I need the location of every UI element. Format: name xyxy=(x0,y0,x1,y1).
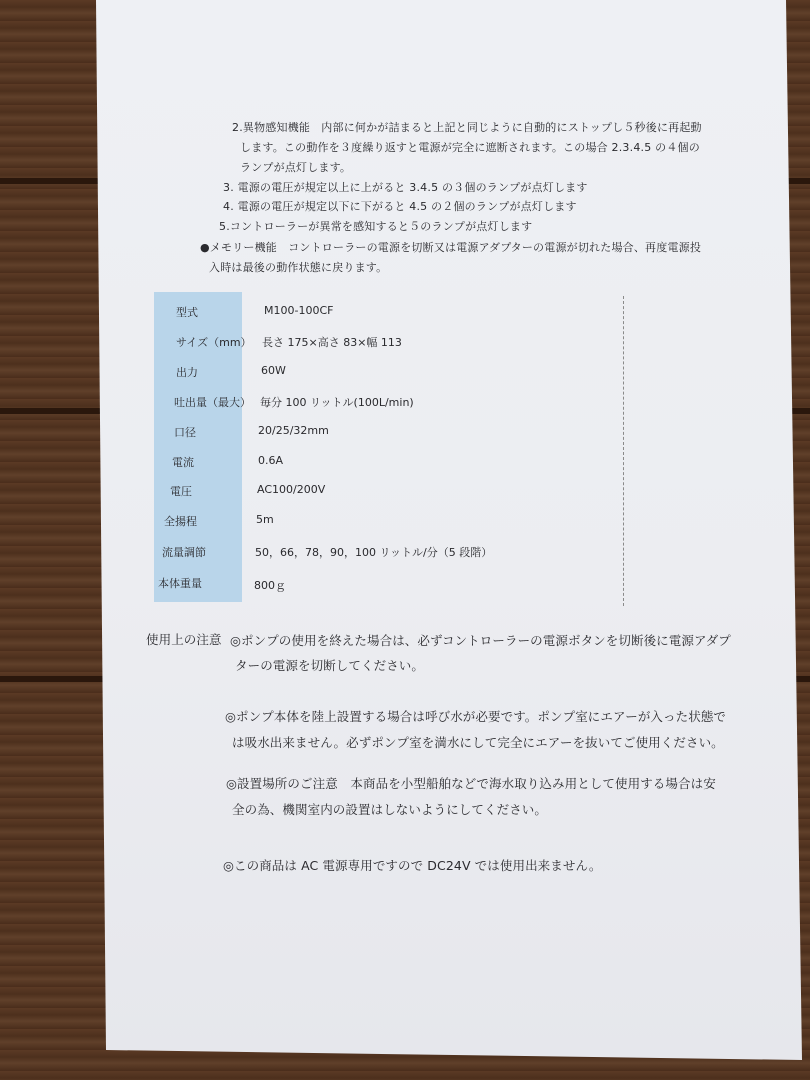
list-line-2: します。この動作を３度繰り返すと電源が完全に遮断されます。この場合 2.3.4.5 の４個の xyxy=(240,141,700,154)
spec-label-port-size: 口径 xyxy=(174,426,196,439)
note-2-line-2: は吸水出来ません。必ずポンプ室を満水にして完全にエアーを抜いてご使用ください。 xyxy=(232,735,724,750)
spec-value-flow-adjust: 50，66，78，90，100 リットル/分（5 段階） xyxy=(255,546,493,559)
list-line-1: 2.異物感知機能 内部に何かが詰まると上記と同じように自動的にストップし５秒後に再起動 xyxy=(232,121,702,134)
spec-label-output: 出力 xyxy=(176,366,198,379)
spec-value-voltage: AC100/200V xyxy=(257,483,326,496)
note-4-line-1: ◎この商品は AC 電源専用ですので DC24V では使用出来ません。 xyxy=(223,858,602,873)
list-line-3: ランプが点灯します。 xyxy=(240,161,352,174)
note-1-line-1: ◎ポンプの使用を終えた場合は、必ずコントローラーの電源ボタンを切断後に電源アダプ xyxy=(230,633,731,648)
spec-value-current: 0.6A xyxy=(258,454,284,467)
spec-label-weight: 本体重量 xyxy=(158,577,202,590)
spec-label-flow-adjust: 流量調節 xyxy=(162,546,206,559)
spec-value-total-head: 5m xyxy=(256,513,274,526)
spec-label-size: サイズ（mm） xyxy=(176,336,252,349)
note-1-line-2: ターの電源を切断してください。 xyxy=(235,658,425,673)
spec-value-weight: 800ｇ xyxy=(254,579,286,592)
list-line-5: 4. 電源の電圧が規定以下に下がると 4.5 の２個のランプが点灯します xyxy=(223,200,577,213)
note-2-line-1: ◎ポンプ本体を陸上設置する場合は呼び水が必要です。ポンプ室にエアーが入った状態で xyxy=(225,709,727,724)
list-line-6: 5.コントローラーが異常を感知すると５のランプが点灯します xyxy=(219,220,533,233)
memory-function-line-2: 入時は最後の動作状態に戻ります。 xyxy=(209,261,388,274)
spec-value-max-flow: 毎分 100 リットル(100L/min) xyxy=(260,396,414,409)
memory-function-line-1: ●メモリー機能 コントローラーの電源を切断又は電源アダプターの電源が切れた場合、再度電源投 xyxy=(200,241,702,254)
spec-value-port-size: 20/25/32mm xyxy=(258,424,329,437)
spec-value-model: M100-100CF xyxy=(264,304,334,317)
spec-label-current: 電流 xyxy=(172,456,194,469)
spec-label-max-flow: 吐出量（最大） xyxy=(174,396,251,409)
spec-value-output: 60W xyxy=(261,364,286,377)
list-line-4: 3. 電源の電圧が規定以上に上がると 3.4.5 の３個のランプが点灯します xyxy=(223,181,588,194)
spec-label-model: 型式 xyxy=(176,306,198,319)
spec-table xyxy=(154,292,626,606)
spec-label-total-head: 全揚程 xyxy=(164,515,197,528)
note-3-line-1: ◎設置場所のご注意 本商品を小型船舶などで海水取り込み用として使用する場合は安 xyxy=(226,776,716,791)
spec-label-voltage: 電圧 xyxy=(170,485,192,498)
note-3-line-2: 全の為、機関室内の設置はしないようにしてください。 xyxy=(232,802,548,817)
spec-value-size: 長さ 175×高さ 83×幅 113 xyxy=(262,336,402,349)
usage-notes-heading: 使用上の注意 xyxy=(146,632,222,647)
spec-table-border xyxy=(623,296,624,606)
